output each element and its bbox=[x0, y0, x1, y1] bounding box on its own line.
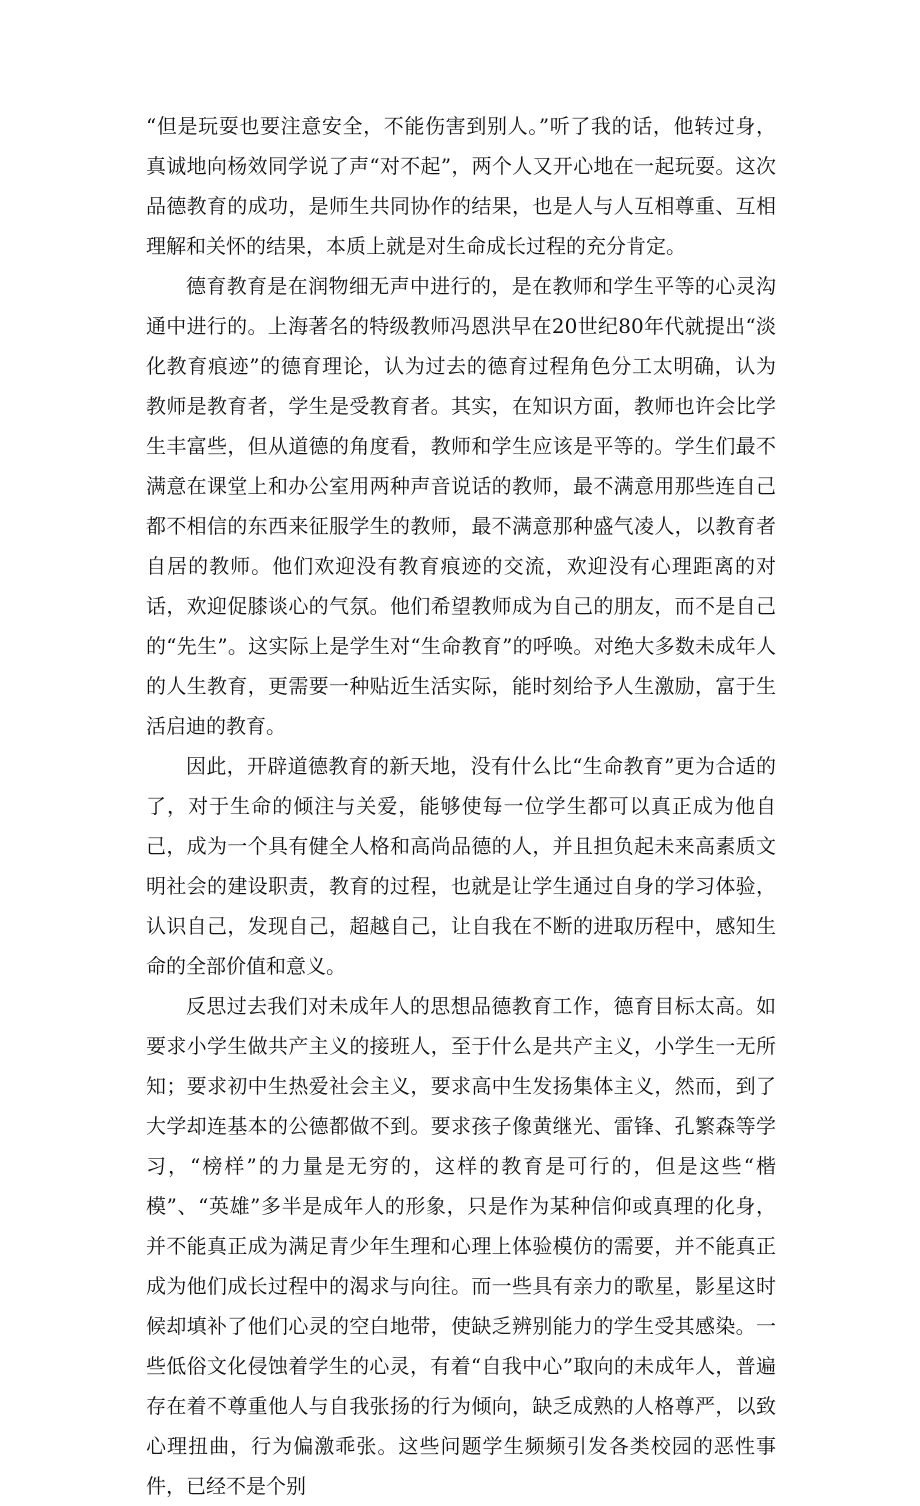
document-body bbox=[146, 106, 776, 1506]
paragraph-2: 德育教育是在润物细无声中进行的，是在教师和学生平等的心灵沟通中进行的。上海著名的特级教师冯恩洪早在20世纪80年代就提出“淡化教育痕迹”的德育理论，认为过去的德育过程角色分工太明确，认为教师是教育者，学生是受教育者。其实，在知识方面，教师也许会比学生丰富些，但从道德的角度看，教师和学生应该是平等的。学生们最不满意在课堂上和办公室用两种声音说话的教师，最不满意用那些连自己都不相信的东西来征服学生的教师，最不满意那种盛气凌人，以教育者自居的教师。他们欢迎没有教育痕迹的交流，欢迎没有心理距离的对话，欢迎促膝谈心的气氛。他们希望教师成为自己的朋友，而不是自己的“先生”。这实际上是学生对“生命教育”的呼唤。对绝大多数未成年人的人生教育，更需要一种贴近生活实际，能时刻给予人生激励，富于生活启迪的教育。 bbox=[146, 274, 776, 738]
paragraph-3: 因此，开辟道德教育的新天地，没有什么比“生命教育”更为合适的了，对于生命的倾注与关爱，能够使每一位学生都可以真正成为他自己，成为一个具有健全人格和高尚品德的人，并且担负起未来高素质文明社会的建设职责，教育的过程，也就是让学生通过自身的学习体验，认识自己，发现自己，超越自己，让自我在不断的进取历程中，感知生命的全部价值和意义。 bbox=[146, 754, 776, 978]
paragraph-1-continuation: “但是玩耍也要注意安全，不能伤害到别人。”听了我的话，他转过身，真诚地向杨效同学说了声“对不起”，两个人又开心地在一起玩耍。这次品德教育的成功，是师生共同协作的结果，也是人与人互相尊重、互相理解和关怀的结果，本质上就是对生命成长过程的充分肯定。 bbox=[146, 114, 776, 258]
paragraph-4: 反思过去我们对未成年人的思想品德教育工作，德育目标太高。如要求小学生做共产主义的接班人，至于什么是共产主义，小学生一无所知；要求初中生热爱社会主义，要求高中生发扬集体主义，然而，到了大学却连基本的公德都做不到。要求孩子像黄继光、雷锋、孔繁森等学习，“榜样”的力量是无穷的，这样的教育是可行的，但是这些“楷模”、“英雄”多半是成年人的形象，只是作为某种信仰或真理的化身，并不能真正成为满足青少年生理和心理上体验模仿的需要，并不能真正成为他们成长过程中的渴求与向往。而一些具有亲力的歌星，影星这时候却填补了他们心灵的空白地带，使缺乏辨别能力的学生受其感染。一些低俗文化侵蚀着学生的心灵，有着“自我中心”取向的未成年人，普遍存在着不尊重他人与自我张扬的行为倾向，缺乏成熟的人格尊严，以致心理扭曲，行为偏激乖张。这些问题学生频频引发各类校园的恶性事件，已经不是个别 bbox=[146, 994, 776, 1498]
